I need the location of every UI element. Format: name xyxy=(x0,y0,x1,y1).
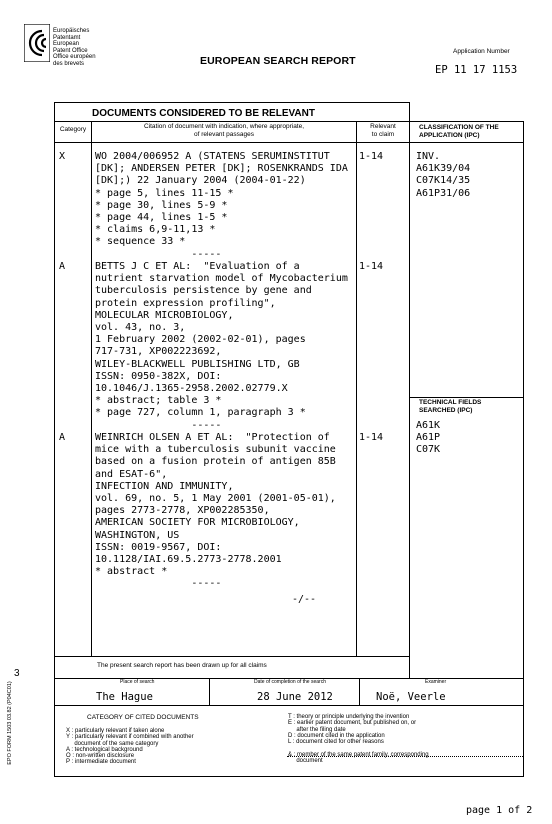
section-title: DOCUMENTS CONSIDERED TO BE RELEVANT xyxy=(92,108,315,119)
row-citation: WO 2004/006952 A (STATENS SERUMINSTITUT [DK]; ANDERSEN PETER [DK]; ROSENKRANDS IDA [DK];) 22 January 2004 (2004-01-22) * page 5, lines 11-15 * * page 30, lines 5-9 * * page 44, lines 1-5 * * claims 6,9-11,13 * * sequence 33 * ----- xyxy=(95,151,348,260)
header-line: SEARCHED (IPC) xyxy=(419,406,473,414)
header-line: of relevant passages xyxy=(194,131,254,138)
office-name xyxy=(53,28,96,68)
page-footer: page 1 of 2 xyxy=(466,805,533,816)
row-relevant: 1-14 xyxy=(359,151,384,162)
application-number: EP 11 17 1153 xyxy=(435,64,518,76)
column-header-category: Category xyxy=(59,126,87,133)
legend-left: X : particularly relevant if taken alone Y : particularly relevant if combined with another document of the same category A : technological background O : non-written disclosure P : intermediate document xyxy=(66,728,194,766)
table-border xyxy=(54,102,409,103)
table-divider xyxy=(54,142,524,143)
row-relevant: 1-14 xyxy=(359,261,384,272)
table-border xyxy=(54,776,524,777)
table-border xyxy=(54,102,55,777)
header-line: APPLICATION (IPC) xyxy=(419,131,480,139)
table-divider xyxy=(209,678,210,706)
column-header-classification xyxy=(419,124,499,139)
drawn-up-statement: The present search report has been drawn up for all claims xyxy=(97,662,267,669)
column-header-citation xyxy=(92,123,356,139)
office-line: Patentamt xyxy=(53,34,81,41)
table-divider xyxy=(54,705,524,706)
table-divider xyxy=(410,397,523,398)
header-line: Citation of document with indication, where appropriate, xyxy=(143,123,305,130)
table-divider xyxy=(91,121,92,656)
place-label: Place of search xyxy=(120,679,155,685)
epo-logo xyxy=(24,24,50,62)
legend-separator xyxy=(287,756,523,757)
legend-right: T : theory or principle underlying the invention E : earlier patent document, but published on, or after the filing date D : document cited in the application L : document cited for other reasons & : member of the same patent family, corresponding document xyxy=(288,714,429,765)
office-line: des brevets xyxy=(53,60,85,67)
application-number-label: Application Number xyxy=(453,48,510,55)
table-divider xyxy=(356,121,357,656)
continued-marker: -/-- xyxy=(292,594,317,605)
technical-fields-title xyxy=(419,399,481,414)
header-line: Relevant xyxy=(370,123,396,130)
office-line: European xyxy=(53,41,80,48)
column-header-relevant xyxy=(357,123,409,139)
header-line: CLASSIFICATION OF THE xyxy=(419,124,499,131)
ipc-codes: INV. A61K39/04 C07K14/35 A61P31/06 xyxy=(416,151,471,199)
row-citation: BETTS J C ET AL: "Evaluation of a nutrient starvation model of Mycobacterium tuberculosis persistence by gene and protein expression profiling", MOLECULAR MICROBIOLOGY, vol. 43, no. 3, 1 February 2002 (2002-02-01), pages 717-731, XP002223692, WILEY-BLACKWELL PUBLISHING LTD, GB ISSN: 0950-382X, DOI: 10.1046/J.1365-2958.2002.02779.X * abstract; table 3 * * page 727, column 1, paragraph 3 * ----- xyxy=(95,261,348,431)
row-category: A xyxy=(59,432,66,443)
header-line: to claim xyxy=(371,131,395,138)
office-line: Office européen xyxy=(53,54,96,61)
date-value: 28 June 2012 xyxy=(257,691,333,703)
examiner-value: Noë, Veerle xyxy=(376,691,446,703)
row-category: A xyxy=(59,261,66,272)
table-divider xyxy=(409,102,410,678)
row-category: X xyxy=(59,151,66,162)
row-relevant: 1-14 xyxy=(359,432,384,443)
header-line: TECHNICAL FIELDS xyxy=(419,399,482,406)
office-line: Europäisches xyxy=(53,28,90,34)
table-divider xyxy=(54,121,524,122)
legend-title: CATEGORY OF CITED DOCUMENTS xyxy=(87,714,199,721)
table-divider xyxy=(359,678,360,706)
row-citation: WEINRICH OLSEN A ET AL: "Protection of mice with a tuberculosis subunit vaccine based on a fusion protein of antigen 85B and ESAT-6", INFECTION AND IMMUNITY, vol. 69, no. 5, 1 May 2001 (2001-05-01), pages 2773-2778, XP002285350, AMERICAN SOCIETY FOR MICROBIOLOGY, WASHINGTON, US ISSN: 0019-9567, DOI: 10.1128/IAI.69.5.2773-2778.2001 * abstract * ----- xyxy=(95,432,336,590)
form-code: EPO FORM 1503 03.82 (P04C01) xyxy=(7,681,13,765)
technical-codes: A61K A61P C07K xyxy=(416,420,441,456)
place-value: The Hague xyxy=(96,691,153,703)
table-divider xyxy=(54,656,410,657)
examiner-label: Examiner xyxy=(425,679,447,685)
sheet-number: 3 xyxy=(14,668,20,679)
report-title: EUROPEAN SEARCH REPORT xyxy=(200,55,356,67)
date-label: Date of completion of the search xyxy=(254,679,326,685)
office-line: Patent Office xyxy=(53,47,88,54)
